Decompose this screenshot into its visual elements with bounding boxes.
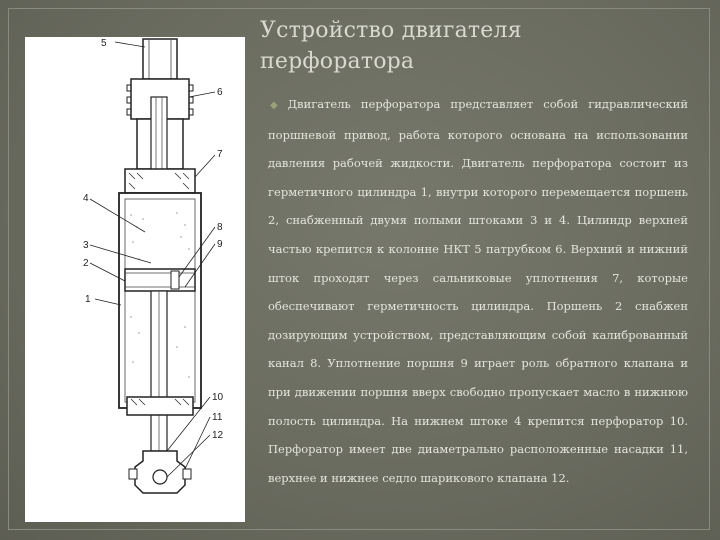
label-7: 7	[217, 149, 223, 160]
label-12: 12	[212, 430, 224, 441]
slide-title: Устройство двигателя перфоратора	[260, 18, 522, 74]
engine-drawing	[25, 37, 245, 522]
label-6: 6	[217, 87, 223, 98]
label-4: 4	[83, 193, 89, 204]
bullet-icon: ◆	[270, 100, 278, 111]
label-9: 9	[217, 239, 223, 250]
engine-diagram	[25, 37, 245, 522]
label-8: 8	[217, 222, 223, 233]
label-5: 5	[101, 38, 107, 49]
slide-body	[268, 90, 688, 492]
label-1: 1	[85, 294, 91, 305]
label-11: 11	[212, 412, 223, 423]
label-2: 2	[83, 258, 89, 269]
label-10: 10	[212, 392, 224, 403]
label-3: 3	[83, 240, 89, 251]
body-paragraph: Двигатель перфоратора представляет собой гидравлический поршневой привод, работа которого основана на использовании давления рабочей жидкости. Двигатель перфоратора состоит из герметичного цилиндра 1, внутри которого перемещается поршень 2, снабженный двумя полыми штоками 3 и 4. Цилиндр верхней частью крепится к колонне НКТ 5 патрубком 6. Верхний и нижний шток проходят через сальниковые уплотнения 7, которые обеспечивают герметичность цилиндра. Поршень 2 снабжен дозирующим устройством, представляющим собой калиброванный канал 8. Уплотнение поршня 9 играет роль обратного клапана и при движении поршня вверх свободно пропускает масло в нижнюю полость цилиндра. На нижнем штоке 4 крепится перфоратор 10. Перфоратор имеет две диаметрально расположенные насадки 11, верхнее и нижнее седло шарикового клапана 12.	[268, 97, 688, 485]
